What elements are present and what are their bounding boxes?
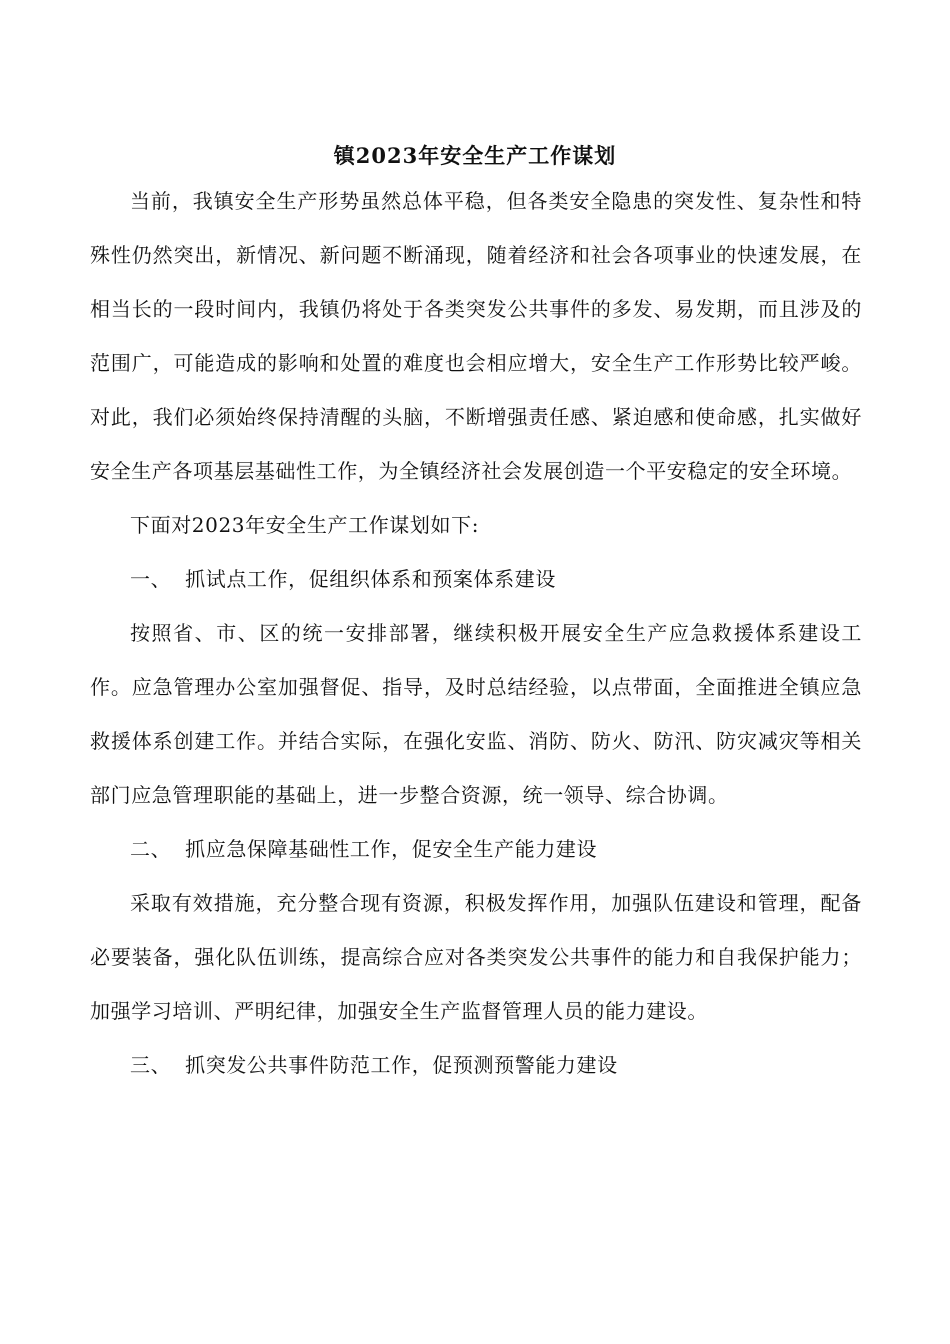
document-body	[90, 174, 862, 1092]
lead-paragraph: 下面对2023年安全生产工作谋划如下:	[130, 513, 480, 537]
section-1-heading: 一、 抓试点工作，促组织体系和预案体系建设	[130, 567, 556, 591]
section-1-paragraph: 按照省、市、区的统一安排部署，继续积极开展安全生产应急救援体系建设工作。应急管理办公室加强督促、指导，及时总结经验，以点带面，全面推进全镇应急救援体系创建工作。并结合实际，在强化安监、消防、防火、防汛、防灾减灾等相关部门应急管理职能的基础上，进一步整合资源，统一领导、综合协调。	[90, 621, 862, 807]
document-title: 镇2023年安全生产工作谋划	[333, 143, 617, 168]
section-2-paragraph: 采取有效措施，充分整合现有资源，积极发挥作用，加强队伍建设和管理，配备必要装备，强化队伍训练，提高综合应对各类突发公共事件的能力和自我保护能力；加强学习培训、严明纪律，加强安全生产监督管理人员的能力建设。	[90, 891, 862, 1023]
intro-paragraph: 当前，我镇安全生产形势虽然总体平稳，但各类安全隐患的突发性、复杂性和特殊性仍然突出，新情况、新问题不断涌现，随着经济和社会各项事业的快速发展，在相当长的一段时间内，我镇仍将处于各类突发公共事件的多发、易发期，而且涉及的范围广，可能造成的影响和处置的难度也会相应增大，安全生产工作形势比较严峻。对此，我们必须始终保持清醒的头脑，不断增强责任感、紧迫感和使命感，扎实做好安全生产各项基层基础性工作，为全镇经济社会发展创造一个平安稳定的安全环境。	[90, 189, 862, 483]
section-3-heading: 三、 抓突发公共事件防范工作，促预测预警能力建设	[130, 1053, 618, 1077]
section-2-heading: 二、 抓应急保障基础性工作，促安全生产能力建设	[130, 837, 598, 861]
